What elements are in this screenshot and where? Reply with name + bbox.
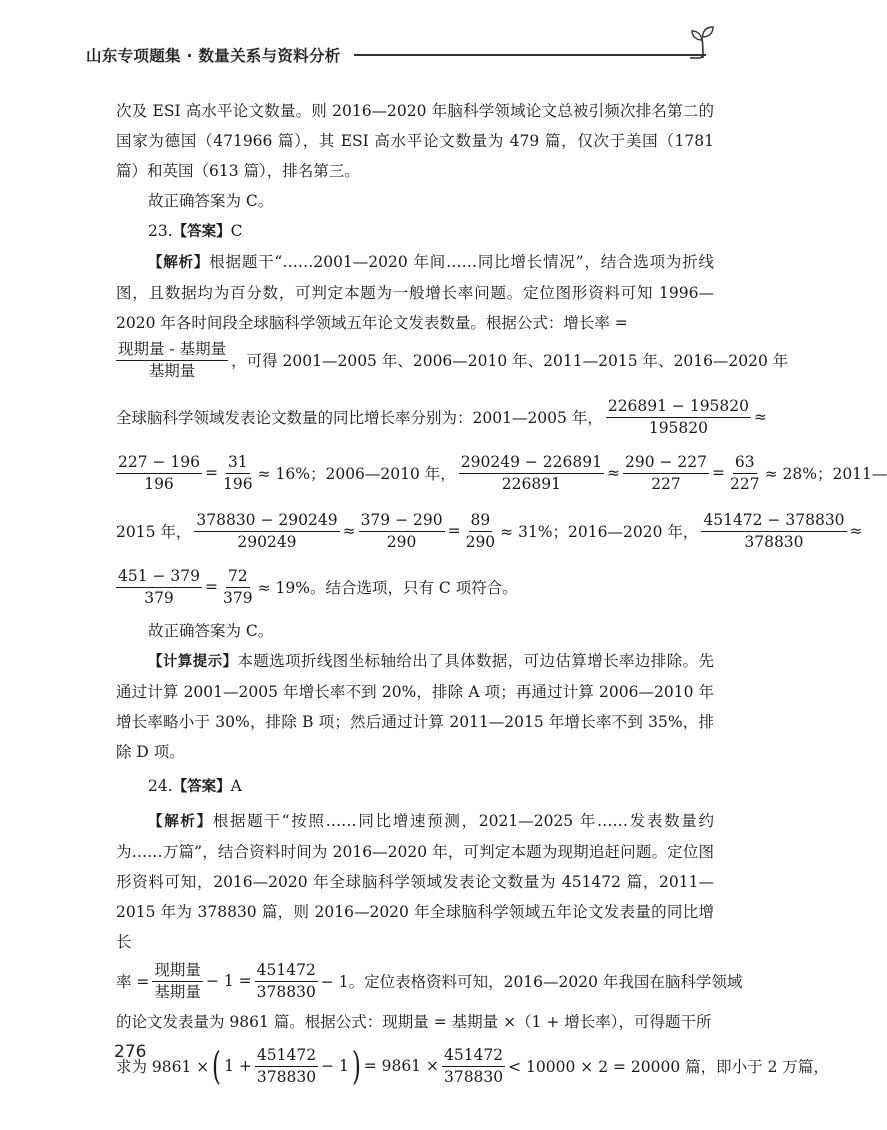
- fraction-8: [359, 511, 445, 551]
- denominator: 379: [223, 588, 253, 607]
- q23-answer: C: [230, 222, 243, 240]
- left-paren: (: [212, 1044, 222, 1088]
- q24-formula-line: [116, 959, 743, 1003]
- header-title: 山东专项题集 · 数量关系与资料分析: [86, 47, 341, 65]
- q24-last-text-b: < 10000 × 2 = 20000 篇，即小于 2 万篇，: [508, 1058, 829, 1076]
- fraction-ratio-outer: [442, 1046, 505, 1086]
- denominator: 290249: [237, 532, 297, 551]
- equals-product: = 9861 ×: [363, 1057, 439, 1075]
- page-header: [0, 0, 800, 80]
- denominator: 227: [651, 474, 681, 493]
- calc-tip-para: [116, 646, 714, 767]
- equals-sign: =: [712, 464, 725, 482]
- denominator: 290: [386, 532, 417, 551]
- numerator: 451472: [442, 1046, 505, 1067]
- numerator: 290249 − 226891: [459, 453, 604, 474]
- q24-analysis-text: 根据题干“按照……同比增速预测，2021—2025 年……发表数量约为……万篇”，结合资料时间为 2016—2020 年，可判定本题为现期追赶问题。定位图形资料可知，2016—2020 年全球脑科学领域发表论文数量为 451472 篇，2011—2015 年为 378830 篇，则 2016—2020 年全球脑科学领域五年论文发表量的同比增长: [116, 812, 714, 951]
- q23-number: 23.: [148, 222, 173, 240]
- numerator: 379 − 290: [359, 511, 445, 532]
- fraction-10: [701, 511, 846, 551]
- approx-sign: ≈: [754, 408, 768, 426]
- calc-tip-text: 本题选项折线图坐标轴给出了具体数据，可边估算增长率边排除。先通过计算 2001—2005 年增长率不到 20%，排除 A 项；再通过计算 2006—2010 年增长率略小于 30%，排除 B 项；然后通过计算 2011—2015 年增长率不到 35%，排除 D 项。: [116, 652, 714, 761]
- numerator: 226891 − 195820: [606, 397, 751, 418]
- denominator: 195820: [648, 418, 708, 437]
- one-plus: 1 +: [224, 1057, 252, 1075]
- numerator: 451472 − 378830: [701, 511, 846, 532]
- fraction-7: [194, 511, 339, 551]
- q23-line-b: [116, 450, 887, 496]
- analysis-tag: 【解析】: [148, 255, 210, 271]
- right-paren: ): [351, 1044, 361, 1088]
- q24-analysis-para: [116, 806, 714, 957]
- result-text-2: ≈ 28%；2011—: [764, 465, 887, 483]
- denominator: 378830: [256, 982, 316, 1001]
- q24-last-line: [116, 1041, 829, 1091]
- fraction-numerator: 现期量 - 基期量: [116, 340, 228, 361]
- fraction-3: [221, 453, 255, 493]
- denominator: 379: [144, 588, 174, 607]
- q24-formula-tail: − 1。定位表格资料可知，2016—2020 年我国在脑科学领域: [320, 973, 743, 991]
- paragraph-q22-tail: 次及 ESI 高水平论文数量。则 2016—2020 年脑科学领域论文总被引频次排名第二的国家为德国（471966 篇），其 ESI 高水平论文数量为 479 篇，仅次于美国（1781 篇）和英国（613 篇），排名第三。: [116, 102, 714, 180]
- numerator: 89: [469, 511, 493, 532]
- fraction-6: [728, 453, 762, 493]
- numerator: 451472: [255, 1046, 318, 1067]
- q23-line-c: [116, 508, 863, 554]
- fraction-12: [221, 567, 255, 607]
- approx-sign: ≈: [342, 522, 356, 540]
- fraction-1: [606, 397, 751, 437]
- page-number: 276: [114, 1042, 147, 1062]
- q23-analysis-text: 根据题干“……2001—2020 年间……同比增长情况”，结合选项为折线图，且数据均为百分数，可判定本题为一般增长率问题。定位图形资料可知 1996—2020 年各时间段全球脑科学领域五年论文发表数量。根据公式：增长率 =: [116, 253, 715, 332]
- result-text-4: ≈ 31%；2016—2020 年，: [500, 523, 699, 541]
- minus-one-equals: − 1 =: [205, 972, 252, 990]
- q24-last-text-a: 求为 9861 ×: [116, 1058, 210, 1076]
- denominator: 378830: [256, 1067, 317, 1086]
- ratio-fraction: [255, 961, 318, 1001]
- numerator: 72: [226, 567, 250, 588]
- denominator: 378830: [443, 1067, 504, 1086]
- fraction-5: [623, 453, 709, 493]
- answer-tag: 【答案】: [172, 224, 231, 240]
- denominator: 378830: [744, 532, 804, 551]
- equals-sign: =: [205, 578, 219, 596]
- equals-sign: =: [205, 464, 219, 482]
- approx-sign: ≈: [606, 464, 620, 482]
- approx-sign: ≈: [849, 522, 863, 540]
- denominator: 基期量: [154, 982, 201, 1001]
- q22-conclusion: 故正确答案为 C。: [148, 192, 274, 210]
- fraction-11: [116, 567, 202, 607]
- q23-text-a: 全球脑科学领域发表论文数量的同比增长率分别为：2001—2005 年，: [116, 409, 603, 427]
- numerator: 451 − 379: [116, 567, 202, 588]
- calc-tip-tag: 【计算提示】: [148, 654, 238, 670]
- q23-answer-line: [116, 216, 714, 247]
- result-text-5: ≈ 19%。结合选项，只有 C 项符合。: [257, 579, 518, 597]
- denominator: 226891: [501, 474, 561, 493]
- denominator: 196: [223, 474, 253, 493]
- q23-line-d: [116, 564, 714, 610]
- fraction-denominator: 基期量: [148, 361, 196, 380]
- numerator: 451472: [255, 961, 318, 982]
- fraction-2: [116, 453, 202, 493]
- rate-label: 率 =: [116, 973, 150, 991]
- numerator: 现期量: [152, 961, 203, 982]
- answer-tag: 【答案】: [172, 779, 231, 795]
- denominator: 196: [144, 474, 174, 493]
- fraction-4: [459, 453, 604, 493]
- numerator: 378830 − 290249: [194, 511, 339, 532]
- rate-fraction: [152, 961, 203, 1001]
- q23-analysis-para: [116, 247, 714, 338]
- result-text-3: 2015 年，: [116, 523, 192, 541]
- numerator: 63: [733, 453, 757, 474]
- denominator: 290: [465, 532, 496, 551]
- q24-paragraph-2: 的论文发表量为 9861 篇。根据公式：现期量 = 基期量 ×（1 + 增长率），可得题干所: [116, 1013, 712, 1031]
- numerator: 31: [226, 453, 250, 474]
- fraction-9: [464, 511, 498, 551]
- numerator: 227 − 196: [116, 453, 202, 474]
- equals-sign: =: [447, 522, 461, 540]
- main-content: [116, 96, 887, 1091]
- growth-rate-fraction: [116, 340, 228, 380]
- q24-answer-line: [116, 771, 714, 802]
- q23-conclusion: 故正确答案为 C。: [148, 622, 274, 640]
- q23-formula-line: [116, 339, 789, 380]
- numerator: 290 − 227: [623, 453, 709, 474]
- sprout-icon: [690, 24, 716, 60]
- denominator: 227: [730, 474, 760, 493]
- q24-answer: A: [230, 777, 242, 795]
- minus-one: − 1: [321, 1057, 349, 1075]
- q23-line-a: [116, 394, 768, 440]
- header-rule: [354, 54, 706, 56]
- q23-periods-text: ，可得 2001—2005 年、2006—2010 年、2011—2015 年、2016—2020 年: [231, 352, 789, 370]
- fraction-ratio-inner: [255, 1046, 318, 1086]
- analysis-tag: 【解析】: [148, 814, 213, 830]
- q24-number: 24.: [148, 777, 173, 795]
- result-text-1: ≈ 16%；2006—2010 年，: [257, 465, 456, 483]
